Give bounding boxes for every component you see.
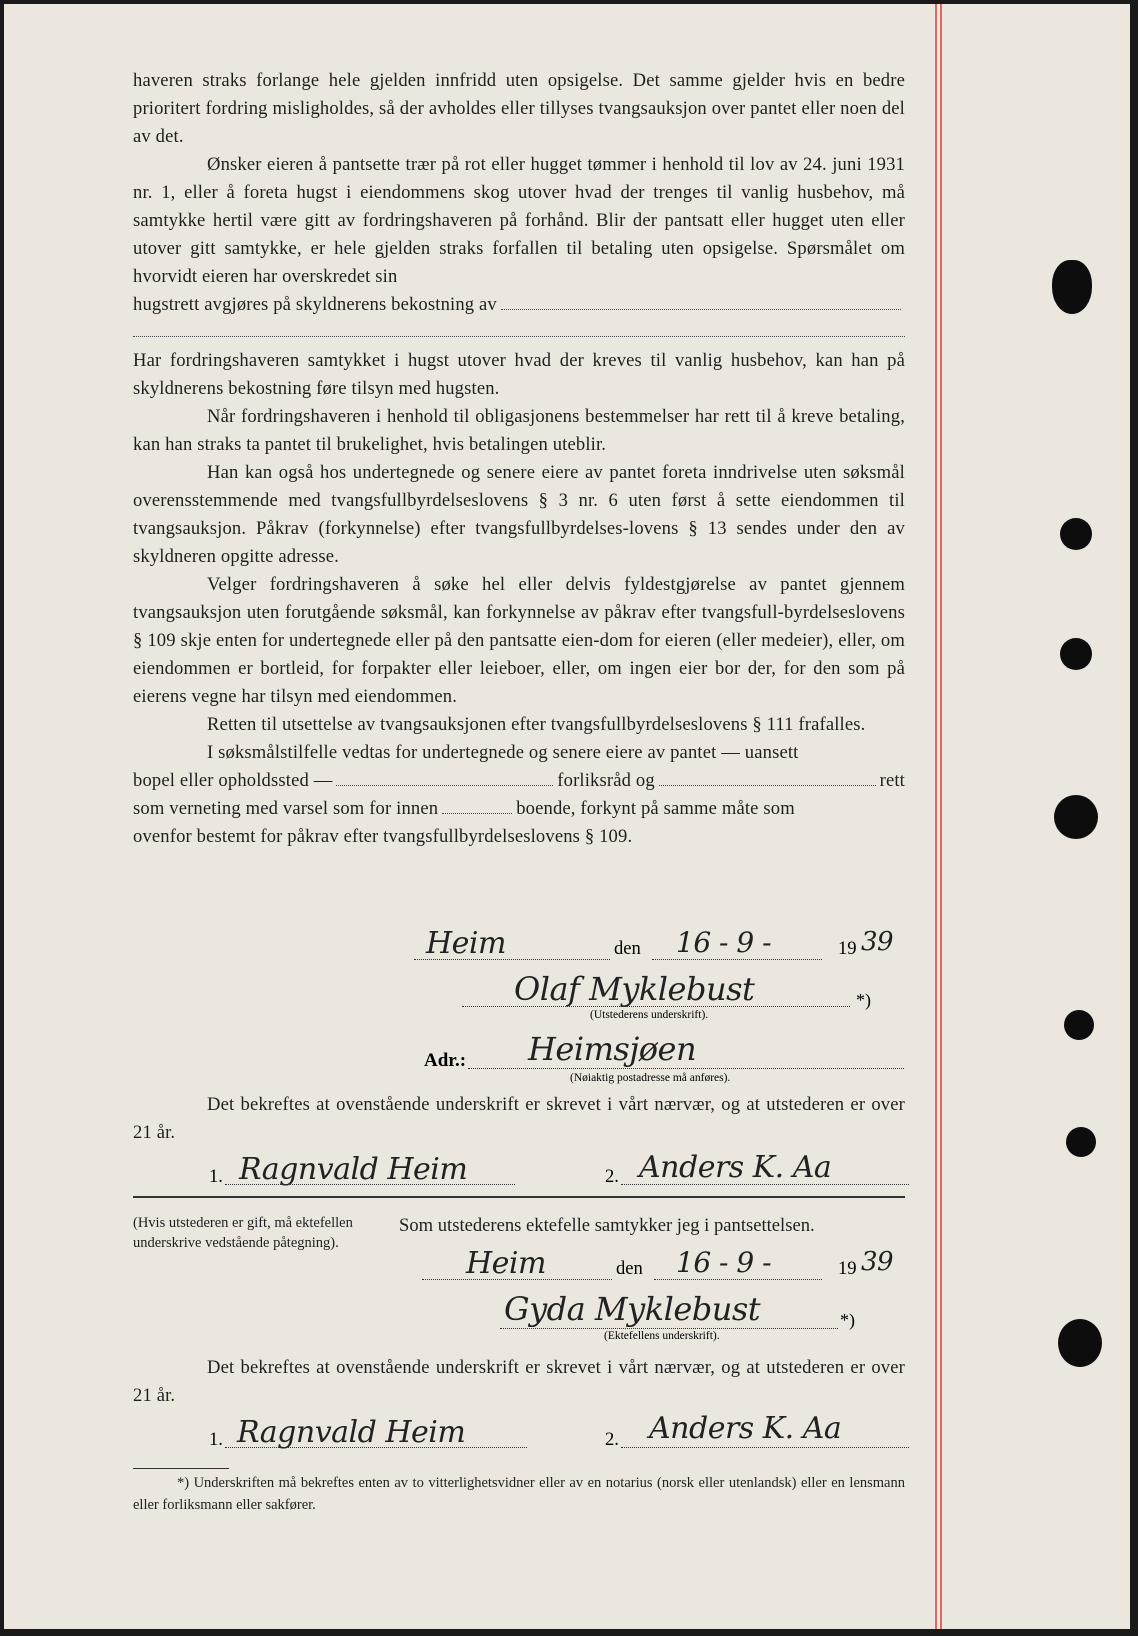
date-line-1: Heim den 16 - 9 - 19 39	[414, 926, 906, 968]
witness-statement-1: Det bekreftes at ovenstående underskrift er skrevet i vårt nærvær, og at utstederen er over 21 år.	[133, 1094, 905, 1143]
binder-hole	[1054, 795, 1098, 839]
place-handwritten: Heim	[426, 926, 506, 961]
verneting-line: som verneting med varsel som for innen boende, forkynt på samme måte som	[133, 798, 795, 819]
address-label: Adr.:	[424, 1050, 467, 1071]
paragraph: Har fordringshaveren samtykket i hugst utover hvad der kreves til vanlig husbehov, kan han på skyldnerens bekostning føre tilsyn med hugsten.	[133, 350, 905, 399]
witness-signature: Ragnvald Heim	[239, 1152, 468, 1187]
witness-line-1: 1. Ragnvald Heim 2. Anders K. Aa	[209, 1152, 909, 1188]
issuer-signature-handwritten: Olaf Myklebust	[514, 970, 755, 1008]
paragraph: I søksmålstilfelle vedtas for undertegnede og senere eiere av pantet — uansett	[207, 742, 799, 763]
paragraph: Retten til utsettelse av tvangsauksjonen efter tvangsfullbyrdelseslovens § 111 frafalles.	[207, 714, 866, 735]
spouse-note: (Hvis utstederen er gift, må ektefellen underskrive vedstående påtegning).	[133, 1215, 353, 1251]
main-text	[133, 67, 905, 851]
address-caption: (Nøiaktig postadresse må anføres).	[570, 1072, 731, 1084]
date-handwritten: 16 - 9 -	[676, 926, 772, 959]
date-line-2: Heim den 16 - 9 - 19 39	[422, 1246, 906, 1288]
date-handwritten: 16 - 9 -	[676, 1246, 772, 1279]
separator	[133, 1196, 905, 1198]
paragraph: Han kan også hos undertegnede og senere eiere av pantet foreta inndrivelse uten søksmål overensstemmende med tvangsfullbyrdelseslovens § 3 nr. 6 uten først å sette eiendommen til tvangsauksjon. Påkrav (forkynnelse) efter tvangsfullbyrdelses-lovens § 13 sendes under den av skyldneren opgitte adresse.	[133, 462, 905, 567]
address-handwritten: Heimsjøen	[528, 1030, 697, 1068]
place-handwritten: Heim	[466, 1246, 546, 1281]
blank-line	[133, 319, 905, 347]
paragraph: haveren straks forlange hele gjelden innfridd uten opsigelse. Det samme gjelder hvis en bedre prioritert fordring misligholdes, så der avholdes eller tillyses tvangsauksjon over pantet eller noen del av det.	[133, 70, 905, 147]
witness-line-2: 1. Ragnvald Heim 2. Anders K. Aa	[209, 1415, 909, 1451]
document-page	[4, 4, 1130, 1629]
witness-signature: Anders K. Aa	[639, 1150, 832, 1185]
margin-rule	[935, 4, 937, 1629]
witness-statement-2: Det bekreftes at ovenstående underskrift er skrevet i vårt nærvær, og at utstederen er over 21 år.	[133, 1357, 905, 1406]
footnote-rule	[133, 1468, 229, 1469]
paragraph: Velger fordringshaveren å søke hel eller delvis fyldestgjørelse av pantet gjennem tvangsauksjon uten forutgående søksmål, kan forkynnelse av påkrav efter tvangsfull-byrdelseslovens § 109 skje enten for undertegnede eller på den pantsatte eien-dom for eieren (eller medeier), eller, om eiendommen er bortleid, for forpakter eller leieboer, eller, om ingen eier bor der, for den som på eierens vegne har tilsyn med eiendommen.	[133, 574, 905, 707]
binder-hole	[1064, 1010, 1094, 1040]
signature-caption: (Utstederens underskrift).	[590, 1009, 709, 1021]
footnote: *) Underskriften må bekreftes enten av to vitterlighetsvidner eller av en notarius (norsk eller utenlandsk) eller en lensmann eller forliksmann eller sakfører.	[133, 1475, 905, 1513]
signature-caption: (Ektefellens underskrift).	[604, 1330, 720, 1342]
witness-signature: Ragnvald Heim	[237, 1415, 466, 1450]
verneting-line: bopel eller opholdssted — forliksråd og rett	[133, 770, 905, 791]
binder-hole	[1060, 638, 1092, 670]
margin-rule	[940, 4, 942, 1629]
binder-hole	[1066, 1127, 1096, 1157]
spouse-signature: Gyda Myklebust *) (Ektefellens underskrift).	[500, 1290, 880, 1346]
paragraph: Ønsker eieren å pantsette trær på rot eller hugget tømmer i henhold til lov av 24. juni 1931 nr. 1, eller å foreta hugst i eiendommens skog utover hvad der trenges til vanlig husbehov, må samtykke hertil være gitt av fordringshaveren på forhånd. Blir der pantsatt eller hugget uten eller utover gitt samtykke, er hele gjelden straks forfallen til betaling uten opsigelse. Spørsmålet om hvorvidt eieren har overskredet sin	[133, 154, 905, 287]
paragraph: Når fordringshaveren i henhold til obligasjonens bestemmelser har rett til å kreve betaling, kan han straks ta pantet til brukelighet, hvis betalingen uteblir.	[133, 406, 905, 455]
binder-hole	[1058, 1319, 1102, 1367]
binder-hole	[1060, 518, 1092, 550]
spouse-consent: Som utstederens ektefelle samtykker jeg i pantsettelsen.	[399, 1215, 815, 1236]
witness-signature: Anders K. Aa	[649, 1411, 842, 1446]
spouse-signature-handwritten: Gyda Myklebust	[504, 1290, 761, 1328]
issuer-signature: Olaf Myklebust *) (Utstederens underskrift).	[462, 970, 872, 1024]
binder-hole	[1052, 260, 1092, 314]
address-line	[424, 1030, 904, 1086]
hugstrett-line: hugstrett avgjøres på skyldnerens bekostning av	[133, 291, 905, 319]
verneting-line: ovenfor bestemt for påkrav efter tvangsfullbyrdelseslovens § 109.	[133, 826, 633, 847]
